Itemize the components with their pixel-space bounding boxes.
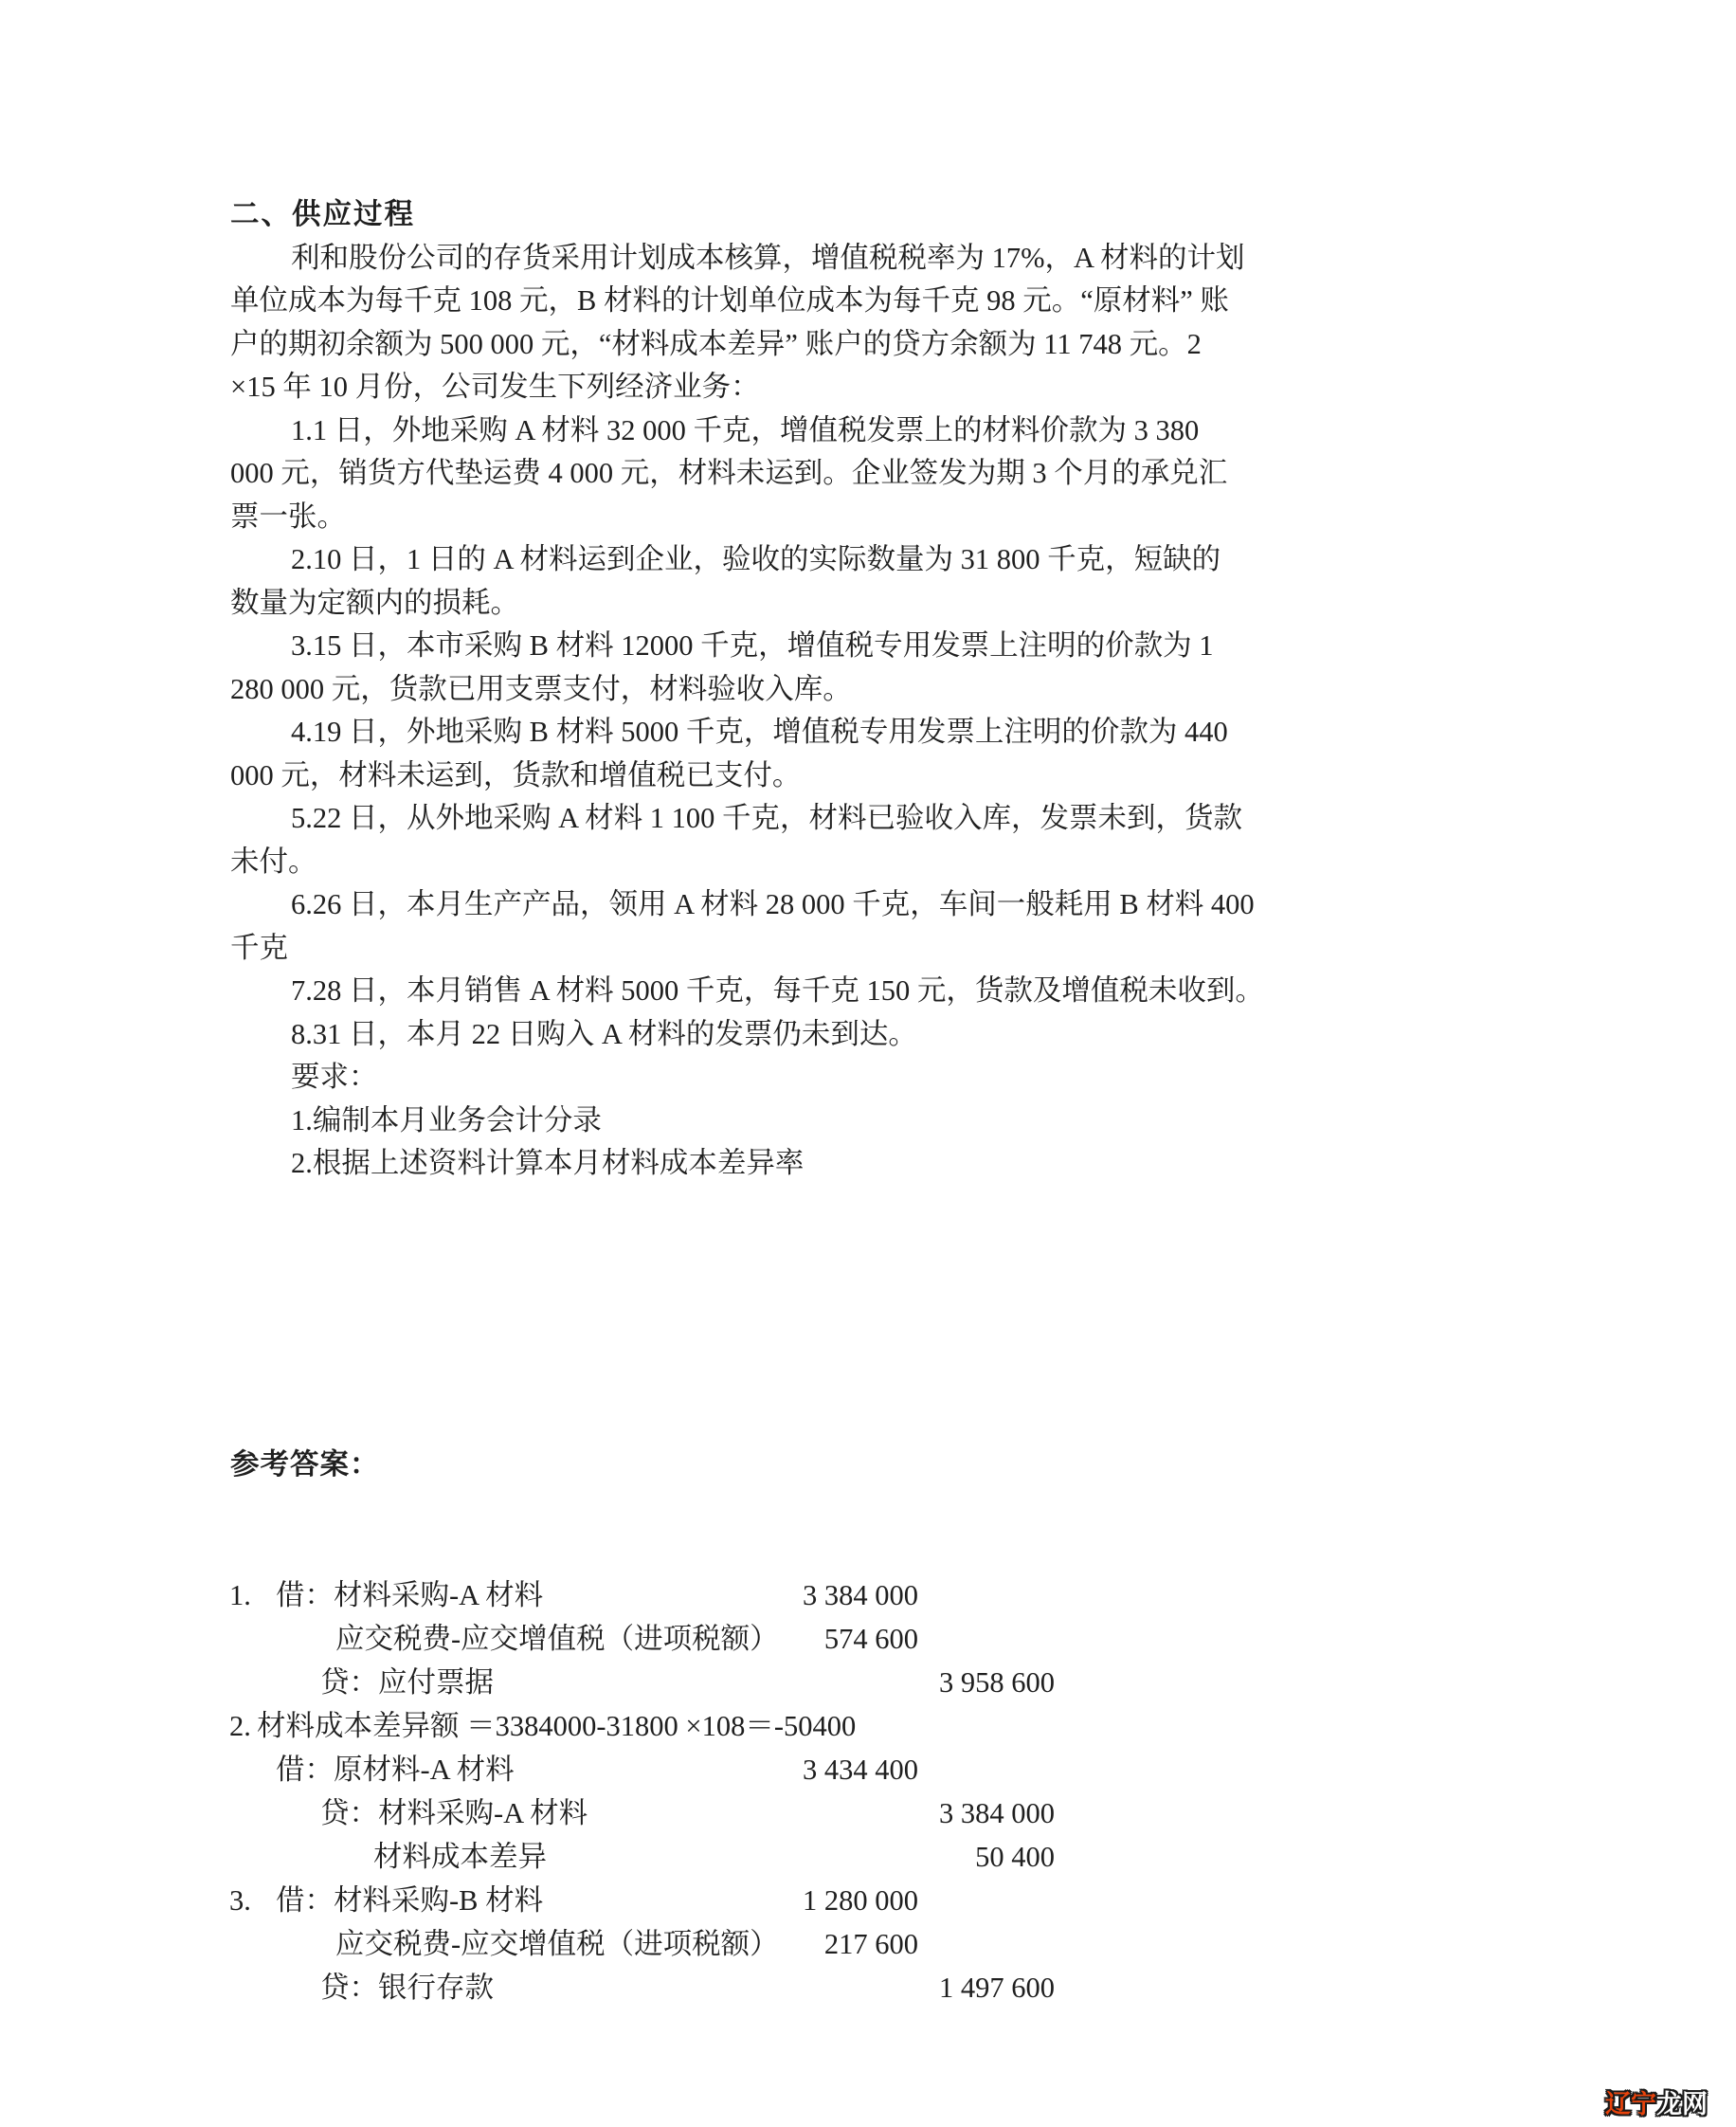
answer-line-10 xyxy=(0,1966,1736,2009)
answer-line-number: 1. xyxy=(229,1579,251,1611)
answer-account-label: 借：材料采购-B 材料 xyxy=(276,1884,544,1917)
credit-amount: 3 384 000 xyxy=(939,1797,1055,1829)
answer-account-label: 借：原材料-A 材料 xyxy=(276,1754,515,1786)
problem-line-11: 3.15 日，本市采购 B 材料 12000 千克，增值税专用发票上注明的价款为 1 xyxy=(291,629,1214,662)
problem-line-18: 千克 xyxy=(230,931,288,964)
answers-heading: 参考答案： xyxy=(230,1448,380,1481)
problem-line-7: 000 元，销货方代垫运费 4 000 元，材料未运到。企业签发为期 3 个月的承兑汇 xyxy=(230,457,1228,489)
answer-line-9 xyxy=(0,1922,1736,1966)
problem-line-13: 4.19 日，外地采购 B 材料 5000 千克，增值税专用发票上注明的价款为 440 xyxy=(291,716,1228,748)
problem-line-10: 数量为定额内的损耗。 xyxy=(230,586,519,619)
problem-line-1: 二、供应过程 xyxy=(230,198,415,230)
problem-line-4: 户的期初余额为 500 000 元，“材料成本差异” 账户的贷方余额为 11 748 元。2 xyxy=(230,327,1202,360)
problem-line-23: 2.根据上述资料计算本月材料成本差异率 xyxy=(291,1147,805,1179)
answer-line-3 xyxy=(0,1661,1736,1704)
watermark xyxy=(1605,2083,1708,2120)
answers-block xyxy=(0,1355,1736,2009)
debit-amount: 217 600 xyxy=(823,1928,918,1960)
problem-line-19: 7.28 日，本月销售 A 材料 5000 千克，每千克 150 元，货款及增值税未收到。 xyxy=(291,974,1264,1007)
answer-line-2 xyxy=(0,1617,1736,1661)
watermark-part2: 龙网 xyxy=(1656,2090,1708,2118)
answer-line-number: 3. xyxy=(229,1884,251,1917)
problem-line-17: 6.26 日，本月生产产品，领用 A 材料 28 000 千克，车间一般耗用 B 材料 400 xyxy=(291,888,1255,920)
answer-account-label: 材料成本差异额 ＝3384000-31800 ×108＝-50400 xyxy=(257,1710,857,1742)
credit-amount: 1 497 600 xyxy=(939,1972,1055,2004)
problem-line-3: 单位成本为每千克 108 元，B 材料的计划单位成本为每千克 98 元。“原材料” 账 xyxy=(230,284,1229,317)
debit-amount: 3 434 400 xyxy=(803,1754,918,1786)
problem-line-14: 000 元，材料未运到，货款和增值税已支付。 xyxy=(230,758,802,791)
answer-line-7 xyxy=(0,1835,1736,1879)
problem-line-5: ×15 年 10 月份，公司发生下列经济业务： xyxy=(230,371,760,403)
answer-account-label: 应交税费-应交增值税（进项税额） xyxy=(335,1623,779,1655)
problem-line-20: 8.31 日，本月 22 日购入 A 材料的发票仍未到达。 xyxy=(291,1017,917,1050)
watermark-part1: 辽宁 xyxy=(1605,2090,1656,2118)
problem-line-22: 1.编制本月业务会计分录 xyxy=(291,1103,602,1136)
problem-line-15: 5.22 日，从外地采购 A 材料 1 100 千克，材料已验收入库，发票未到，货款 xyxy=(291,802,1242,834)
debit-amount: 574 600 xyxy=(823,1623,918,1655)
problem-line-21: 要求： xyxy=(291,1061,378,1093)
answer-account-label: 应交税费-应交增值税（进项税额） xyxy=(335,1928,779,1960)
answer-line-1 xyxy=(0,1573,1736,1617)
credit-amount: 50 400 xyxy=(975,1841,1055,1873)
answer-account-label: 贷：材料采购-A 材料 xyxy=(320,1797,588,1829)
problem-line-2: 利和股份公司的存货采用计划成本核算，增值税税率为 17%，A 材料的计划 xyxy=(291,241,1245,274)
problem-text-block xyxy=(0,193,1736,1186)
problem-line-12: 280 000 元，货款已用支票支付，材料验收入库。 xyxy=(230,672,852,705)
answer-line-number: 2. xyxy=(229,1710,251,1742)
answer-line-8 xyxy=(0,1879,1736,1922)
debit-amount: 1 280 000 xyxy=(803,1884,918,1917)
problem-line-16: 未付。 xyxy=(230,845,317,878)
answer-line-6 xyxy=(0,1791,1736,1835)
answer-account-label: 借：材料采购-A 材料 xyxy=(276,1579,544,1611)
debit-amount: 3 384 000 xyxy=(803,1579,918,1611)
answer-line-5 xyxy=(0,1748,1736,1791)
problem-line-9: 2.10 日，1 日的 A 材料运到企业，验收的实际数量为 31 800 千克，短缺的 xyxy=(291,543,1221,575)
answer-account-label: 贷：银行存款 xyxy=(320,1972,494,2004)
credit-amount: 3 958 600 xyxy=(939,1666,1055,1699)
problem-line-6: 1.1 日，外地采购 A 材料 32 000 千克，增值税发票上的材料价款为 3 380 xyxy=(291,413,1200,446)
answer-line-4 xyxy=(0,1704,1736,1748)
problem-line-8: 票一张。 xyxy=(230,500,346,533)
answer-account-label: 材料成本差异 xyxy=(373,1841,547,1873)
answer-account-label: 贷：应付票据 xyxy=(320,1666,494,1699)
